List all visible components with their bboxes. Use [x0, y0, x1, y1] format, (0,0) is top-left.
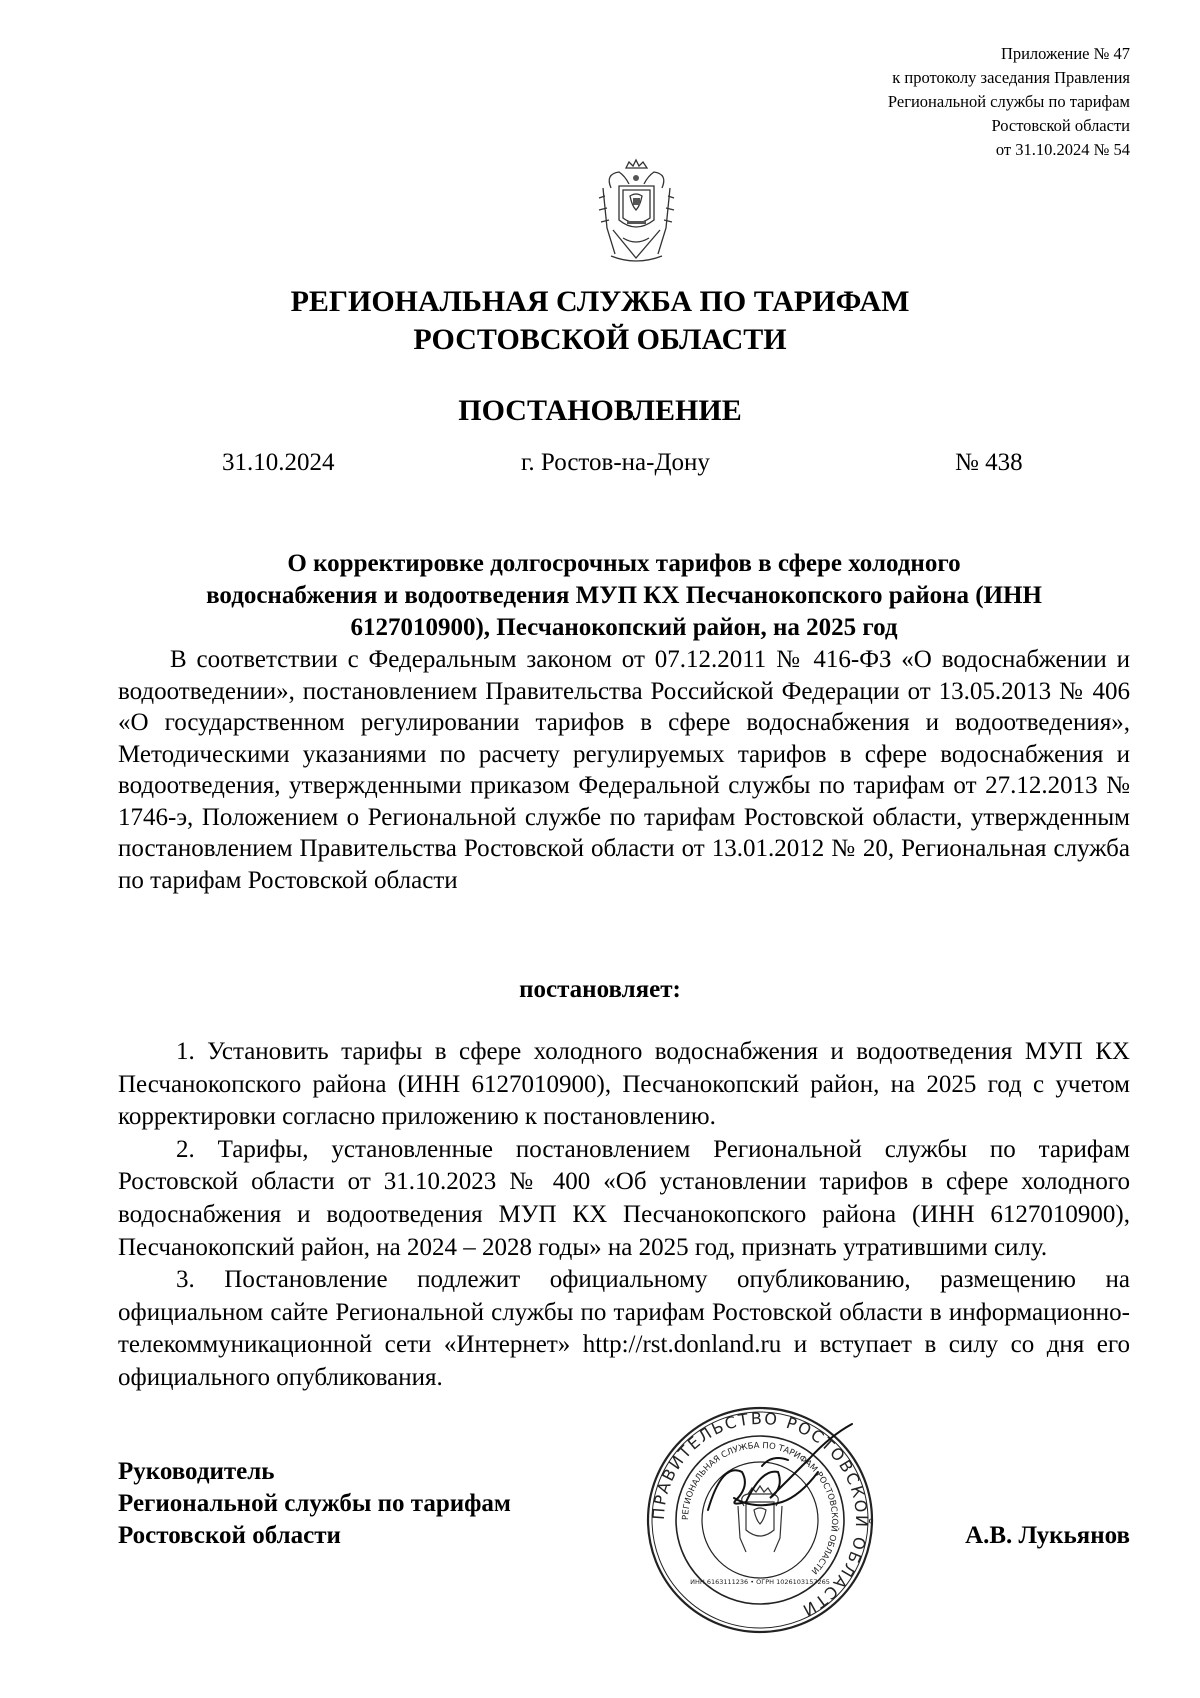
official-seal-icon	[642, 1402, 878, 1638]
annex-line: Приложение № 47	[1000, 44, 1130, 63]
signer-title	[118, 1456, 511, 1552]
annex-line: Региональной службы по тарифам	[887, 92, 1130, 111]
agency-name	[0, 283, 1200, 359]
seal-outer-text: ПРАВИТЕЛЬСТВО РОСТОВСКОЙ ОБЛАСТИ	[648, 1408, 872, 1621]
seal-emblem-icon	[738, 1486, 782, 1552]
seal-inner-text: РЕГИОНАЛЬНАЯ СЛУЖБА ПО ТАРИФАМ РОСТОВСКОЙ ОБЛАСТИ	[680, 1440, 840, 1576]
subject-line: 6127010900), Песчанокопский район, на 2025 год	[350, 614, 898, 641]
decree-items	[118, 1036, 1130, 1395]
agency-name-line: РОСТОВСКОЙ ОБЛАСТИ	[413, 323, 787, 356]
decree-item: 2. Тарифы, установленные постановлением Региональной службы по тарифам Ростовской области от 31.10.2023 № 400 «Об установлении тарифов в сфере холодного водоснабжения и водоотведения МУП КХ Песчанокопского района (ИНН 6127010900), Песчанокопский район, на 2024 – 2028 годы» на 2025 год, признать утратившими силу.	[118, 1135, 1130, 1261]
decree-item: 1. Установить тарифы в сфере холодного водоснабжения и водоотведения МУП КХ Песчанокопского района (ИНН 6127010900), Песчанокопский район, на 2025 год с учетом корректировки согласно приложению к постановлению.	[118, 1038, 1130, 1131]
annex-reference	[710, 42, 1130, 162]
document-city: г. Ростов-на-Дону	[521, 449, 710, 476]
preamble-paragraph: В соответствии с Федеральным законом от 07.12.2011 № 416-ФЗ «О водоснабжении и водоотведении», постановлением Правительства Российской Федерации от 13.05.2013 № 406 «О государственном регулировании тарифов в сфере водоснабжения и водоотведения», Методическими указаниями по расчету регулируемых тарифов в сфере водоснабжения и водоотведения, утвержденными приказом Федеральной службы по тарифам от 27.12.2013 № 1746-э, Положением о Региональной службе по тарифам Ростовской области, утвержденным постановлением Правительства Ростовской области от 13.01.2012 № 20, Региональная служба по тарифам Ростовской области	[118, 646, 1130, 894]
signer-title-line: Руководитель	[118, 1458, 275, 1485]
decree-item: 3. Постановление подлежит официальному опубликованию, размещению на официальном сайте Региональной службы по тарифам Ростовской области в информационно-телекоммуникационной сети «Интернет» http://rst.donland.ru и вступает в силу со дня его официального опубликования.	[118, 1266, 1130, 1391]
agency-name-line: РЕГИОНАЛЬНАЯ СЛУЖБА ПО ТАРИФАМ	[290, 285, 910, 318]
subject-line: О корректировке долгосрочных тарифов в сфере холодного	[287, 550, 961, 577]
annex-line: Ростовской области	[991, 116, 1130, 135]
document-number: № 438	[955, 449, 1023, 476]
signer-name: А.В. Лукьянов	[965, 1522, 1130, 1549]
annex-line: к протоколу заседания Правления	[892, 68, 1130, 87]
document-subject	[118, 548, 1130, 644]
signer-title-line: Ростовской области	[118, 1522, 341, 1549]
decree-word: постановляет:	[519, 976, 681, 1003]
subject-line: водоснабжения и водоотведения МУП КХ Песчанокопского района (ИНН	[206, 582, 1042, 609]
annex-line: от 31.10.2024 № 54	[995, 140, 1130, 159]
document-date: 31.10.2024	[222, 449, 335, 476]
coat-of-arms-icon	[593, 158, 680, 268]
signer-title-line: Региональной службы по тарифам	[118, 1490, 511, 1517]
seal-codes-text: ИНН 6163111236 • ОГРН 1026103157265	[690, 1578, 830, 1586]
document-type: ПОСТАНОВЛЕНИЕ	[458, 394, 742, 427]
